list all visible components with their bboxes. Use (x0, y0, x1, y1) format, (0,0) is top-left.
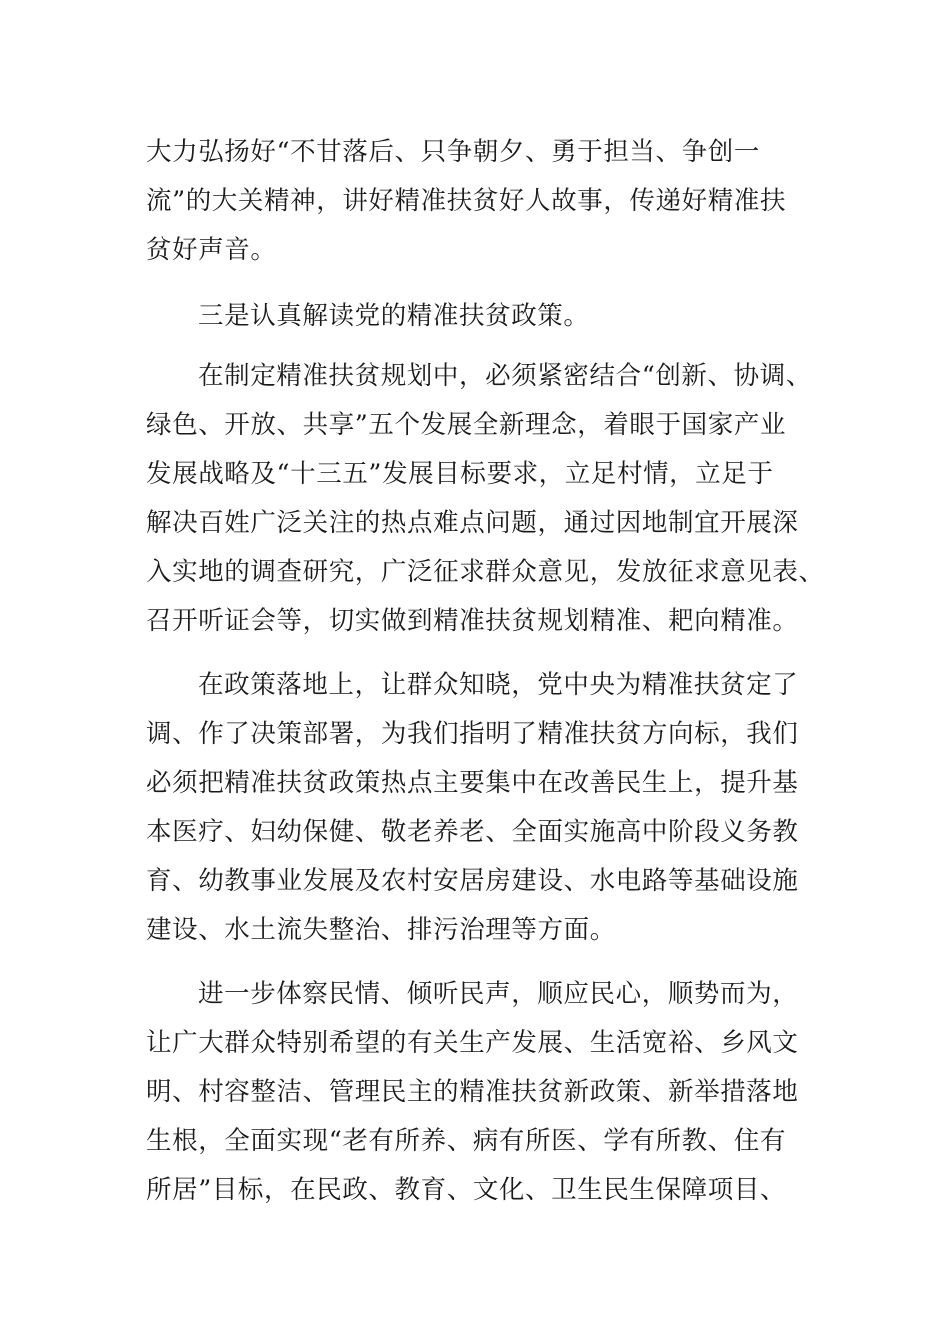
text-line: 调、作了决策部署，为我们指明了精准扶贫方向标，我们 (146, 719, 799, 749)
text-line: 让广大群众特别希望的有关生产发展、生活宽裕、乡风文 (146, 1028, 799, 1058)
text-line: 必须把精准扶贫政策热点主要集中在改善民生上，提升基 (146, 768, 799, 798)
text-line: 育、幼教事业发展及农村安居房建设、水电路等基础设施 (146, 866, 799, 896)
text-line: 大力弘扬好“不甘落后、只争朝夕、勇于担当、争创一 (146, 137, 760, 167)
text-line: 贫好声音。 (146, 235, 277, 265)
text-line: 在政策落地上，让群众知晓，党中央为精准扶贫定了 (198, 670, 799, 700)
text-line: 发展战略及“十三五”发展目标要求，立足村情，立足于 (146, 459, 774, 489)
text-line: 解决百姓广泛关注的热点难点问题，通过因地制宜开展深 (146, 508, 799, 538)
text-line: 入实地的调查研究，广泛征求群众意见，发放征求意见表、 (146, 557, 825, 587)
text-line: 进一步体察民情、倾听民声，顺应民心，顺势而为， (198, 979, 799, 1009)
text-line: 所居”目标，在民政、教育、文化、卫生民生保障项目、 (146, 1175, 787, 1205)
text-line: 在制定精准扶贫规划中，必须紧密结合“创新、协调、 (198, 361, 812, 391)
text-line: 流”的大关精神，讲好精准扶贫好人故事，传递好精准扶 (146, 186, 787, 216)
text-line: 本医疗、妇幼保健、敬老养老、全面实施高中阶段义务教 (146, 817, 799, 847)
text-line: 明、村容整洁、管理民主的精准扶贫新政策、新举措落地 (146, 1077, 799, 1107)
text-line: 生根，全面实现“老有所养、病有所医、学有所教、住有 (146, 1126, 787, 1156)
text-line: 召开听证会等，切实做到精准扶贫规划精准、耙向精准。 (146, 606, 799, 636)
text-line: 建设、水土流失整治、排污治理等方面。 (146, 915, 616, 945)
text-line: 绿色、开放、共享”五个发展全新理念，着眼于国家产业 (146, 410, 787, 440)
section-heading: 三是认真解读党的精准扶贫政策。 (198, 301, 590, 331)
